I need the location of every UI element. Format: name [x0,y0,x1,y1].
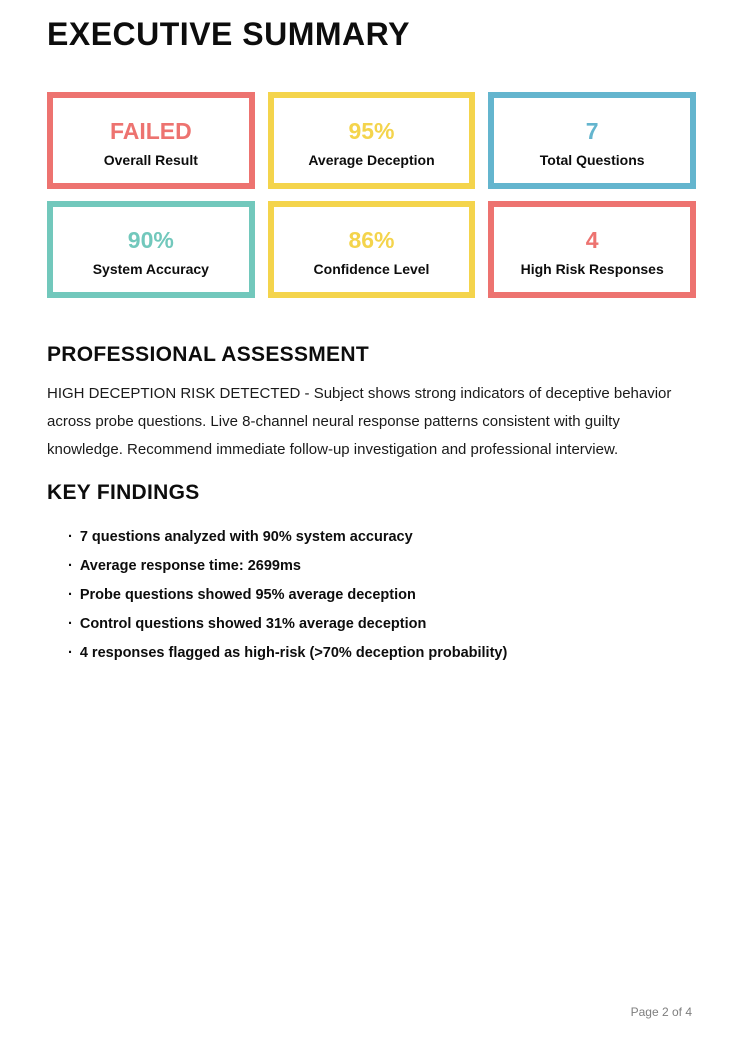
key-finding-item [68,523,696,552]
key-finding-item [68,610,696,639]
key-finding-item [68,581,696,610]
metric-label: Total Questions [539,151,645,168]
key-finding-text: Control questions showed 31% average deception [79,616,427,632]
metric-value: 4 [585,226,599,253]
metric-card [488,201,696,298]
metric-value: 95% [348,117,395,144]
metric-card [47,201,255,298]
key-finding-item [68,639,696,668]
bullet-dot-icon: · [68,558,73,574]
bullet-dot-icon: · [68,645,73,661]
key-finding-item [68,552,696,581]
key-finding-text: 4 responses flagged as high-risk (>70% deception probability) [79,645,508,661]
metric-value: 90% [127,226,174,253]
section-heading-professional-assessment: PROFESSIONAL ASSESSMENT [47,343,369,366]
section-heading-key-findings: KEY FINDINGS [47,481,200,504]
assessment-paragraph: HIGH DECEPTION RISK DETECTED - Subject shows strong indicators of deceptive behavior across probe questions. Live 8-channel neural response patterns consistent with guilty knowledge. Recommend immediate follow-up investigation and professional interview. [47,385,672,458]
metric-label: System Accuracy [92,260,209,277]
metric-label: Confidence Level [313,260,430,277]
metric-value: 86% [348,226,395,253]
metric-card [488,92,696,189]
metric-card [47,92,255,189]
metric-label: Average Deception [308,151,435,168]
bullet-dot-icon: · [68,616,73,632]
metric-value: FAILED [109,117,192,144]
key-finding-text: 7 questions analyzed with 90% system accuracy [79,529,413,545]
metric-card [268,92,476,189]
metric-label: Overall Result [103,151,198,168]
page-title: EXECUTIVE SUMMARY [47,16,410,52]
report-content [47,0,696,668]
bullet-dot-icon: · [68,587,73,603]
metric-label: High Risk Responses [520,260,664,277]
key-findings-list [47,523,696,668]
metric-cards-grid [47,92,696,298]
metric-value: 7 [585,117,599,144]
page-number: Page 2 of 4 [630,1005,692,1019]
key-finding-text: Average response time: 2699ms [79,558,301,574]
metric-card [268,201,476,298]
bullet-dot-icon: · [68,529,73,545]
key-finding-text: Probe questions showed 95% average deception [79,587,416,603]
